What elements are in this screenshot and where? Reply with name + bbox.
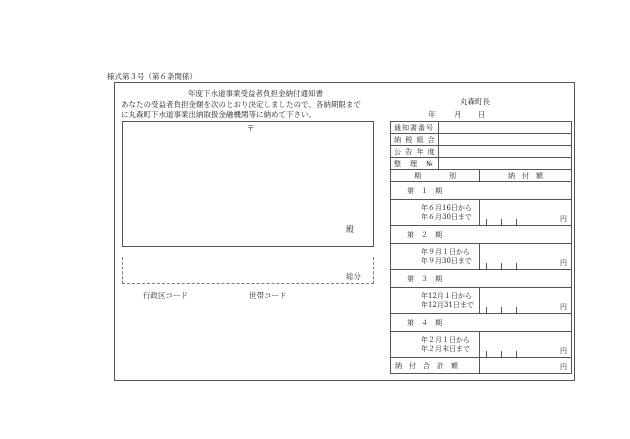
installment-dates — [391, 288, 480, 314]
household-code-label: 世帯コード — [249, 291, 287, 300]
info-value — [439, 158, 572, 170]
share-box — [122, 257, 374, 284]
installment-dates — [391, 244, 480, 270]
info-row — [391, 146, 572, 158]
issue-date-month: 月 — [454, 110, 462, 119]
amount-header: 納 付 額 — [480, 170, 572, 182]
date-to: 年12月31日まで — [421, 300, 474, 309]
date-from: 年２月１日から — [421, 335, 470, 344]
issue-date-day: 日 — [478, 110, 486, 119]
installment-label-row — [391, 314, 572, 332]
installment-date-row — [391, 200, 572, 226]
installment-label-row — [391, 226, 572, 244]
installment-dates — [391, 332, 480, 358]
notice-line-1: あなたの受益者負担金額を次のとおり決定しましたので、各納期限まで — [121, 100, 361, 109]
info-label: 納 税 組 合 — [391, 134, 439, 146]
total-label: 納 付 合 計 額 — [391, 358, 480, 374]
installment-label-row — [391, 182, 572, 200]
page-title: 年度下水道事業受益者負担金納付通知書 — [188, 89, 323, 98]
info-row — [391, 134, 572, 146]
amount-cell — [480, 244, 572, 270]
info-label: 整 理 № — [391, 158, 439, 170]
admin-district-code-label: 行政区コード — [143, 291, 188, 300]
amount-cell — [480, 200, 572, 226]
installment-dates — [391, 200, 480, 226]
info-value — [439, 122, 572, 134]
address-box — [122, 121, 374, 247]
notice-line-2: に丸森町下水道事業出納取扱金融機関等に納めて下さい。 — [121, 110, 316, 119]
info-label: 公 告 年 度 — [391, 146, 439, 158]
amount-cell — [480, 288, 572, 314]
amount-cell — [480, 332, 572, 358]
yen-mark: 円 — [560, 347, 567, 355]
installment-label: 第 １ 期 — [391, 182, 572, 200]
info-value — [439, 134, 572, 146]
installment-label: 第 ２ 期 — [391, 226, 572, 244]
schedule-header-row — [391, 170, 572, 182]
issue-date-year: 年 — [428, 110, 436, 119]
total-row — [391, 358, 572, 374]
installment-date-row — [391, 244, 572, 270]
share-label: 総分 — [346, 272, 361, 281]
date-to: 年９月30日まで — [421, 256, 472, 265]
yen-mark: 円 — [560, 259, 567, 267]
date-from: 年９月１日から — [421, 247, 470, 256]
total-amount-cell — [480, 358, 572, 374]
installment-label: 第 ４ 期 — [391, 314, 572, 332]
form-number: 様式第３号（第６条関係） — [107, 72, 197, 81]
period-header: 期 別 — [391, 170, 480, 182]
installment-date-row — [391, 288, 572, 314]
date-from: 年６月16日から — [421, 203, 472, 212]
issuer-title: 丸森町長 — [460, 97, 490, 106]
installment-label: 第 ３ 期 — [391, 270, 572, 288]
info-row — [391, 158, 572, 170]
yen-mark: 円 — [560, 363, 567, 371]
date-to: 年２月末日まで — [421, 344, 470, 353]
installment-date-row — [391, 332, 572, 358]
yen-mark: 円 — [560, 303, 567, 311]
honorific: 殿 — [346, 225, 354, 234]
payment-schedule-table — [390, 121, 572, 374]
info-label: 通知書番号 — [391, 122, 439, 134]
date-to: 年６月30日まで — [421, 212, 472, 221]
info-value — [439, 146, 572, 158]
info-row — [391, 122, 572, 134]
yen-mark: 円 — [560, 215, 567, 223]
installment-label-row — [391, 270, 572, 288]
postal-mark: 〒 — [247, 124, 255, 133]
date-from: 年12月１日から — [421, 291, 472, 300]
